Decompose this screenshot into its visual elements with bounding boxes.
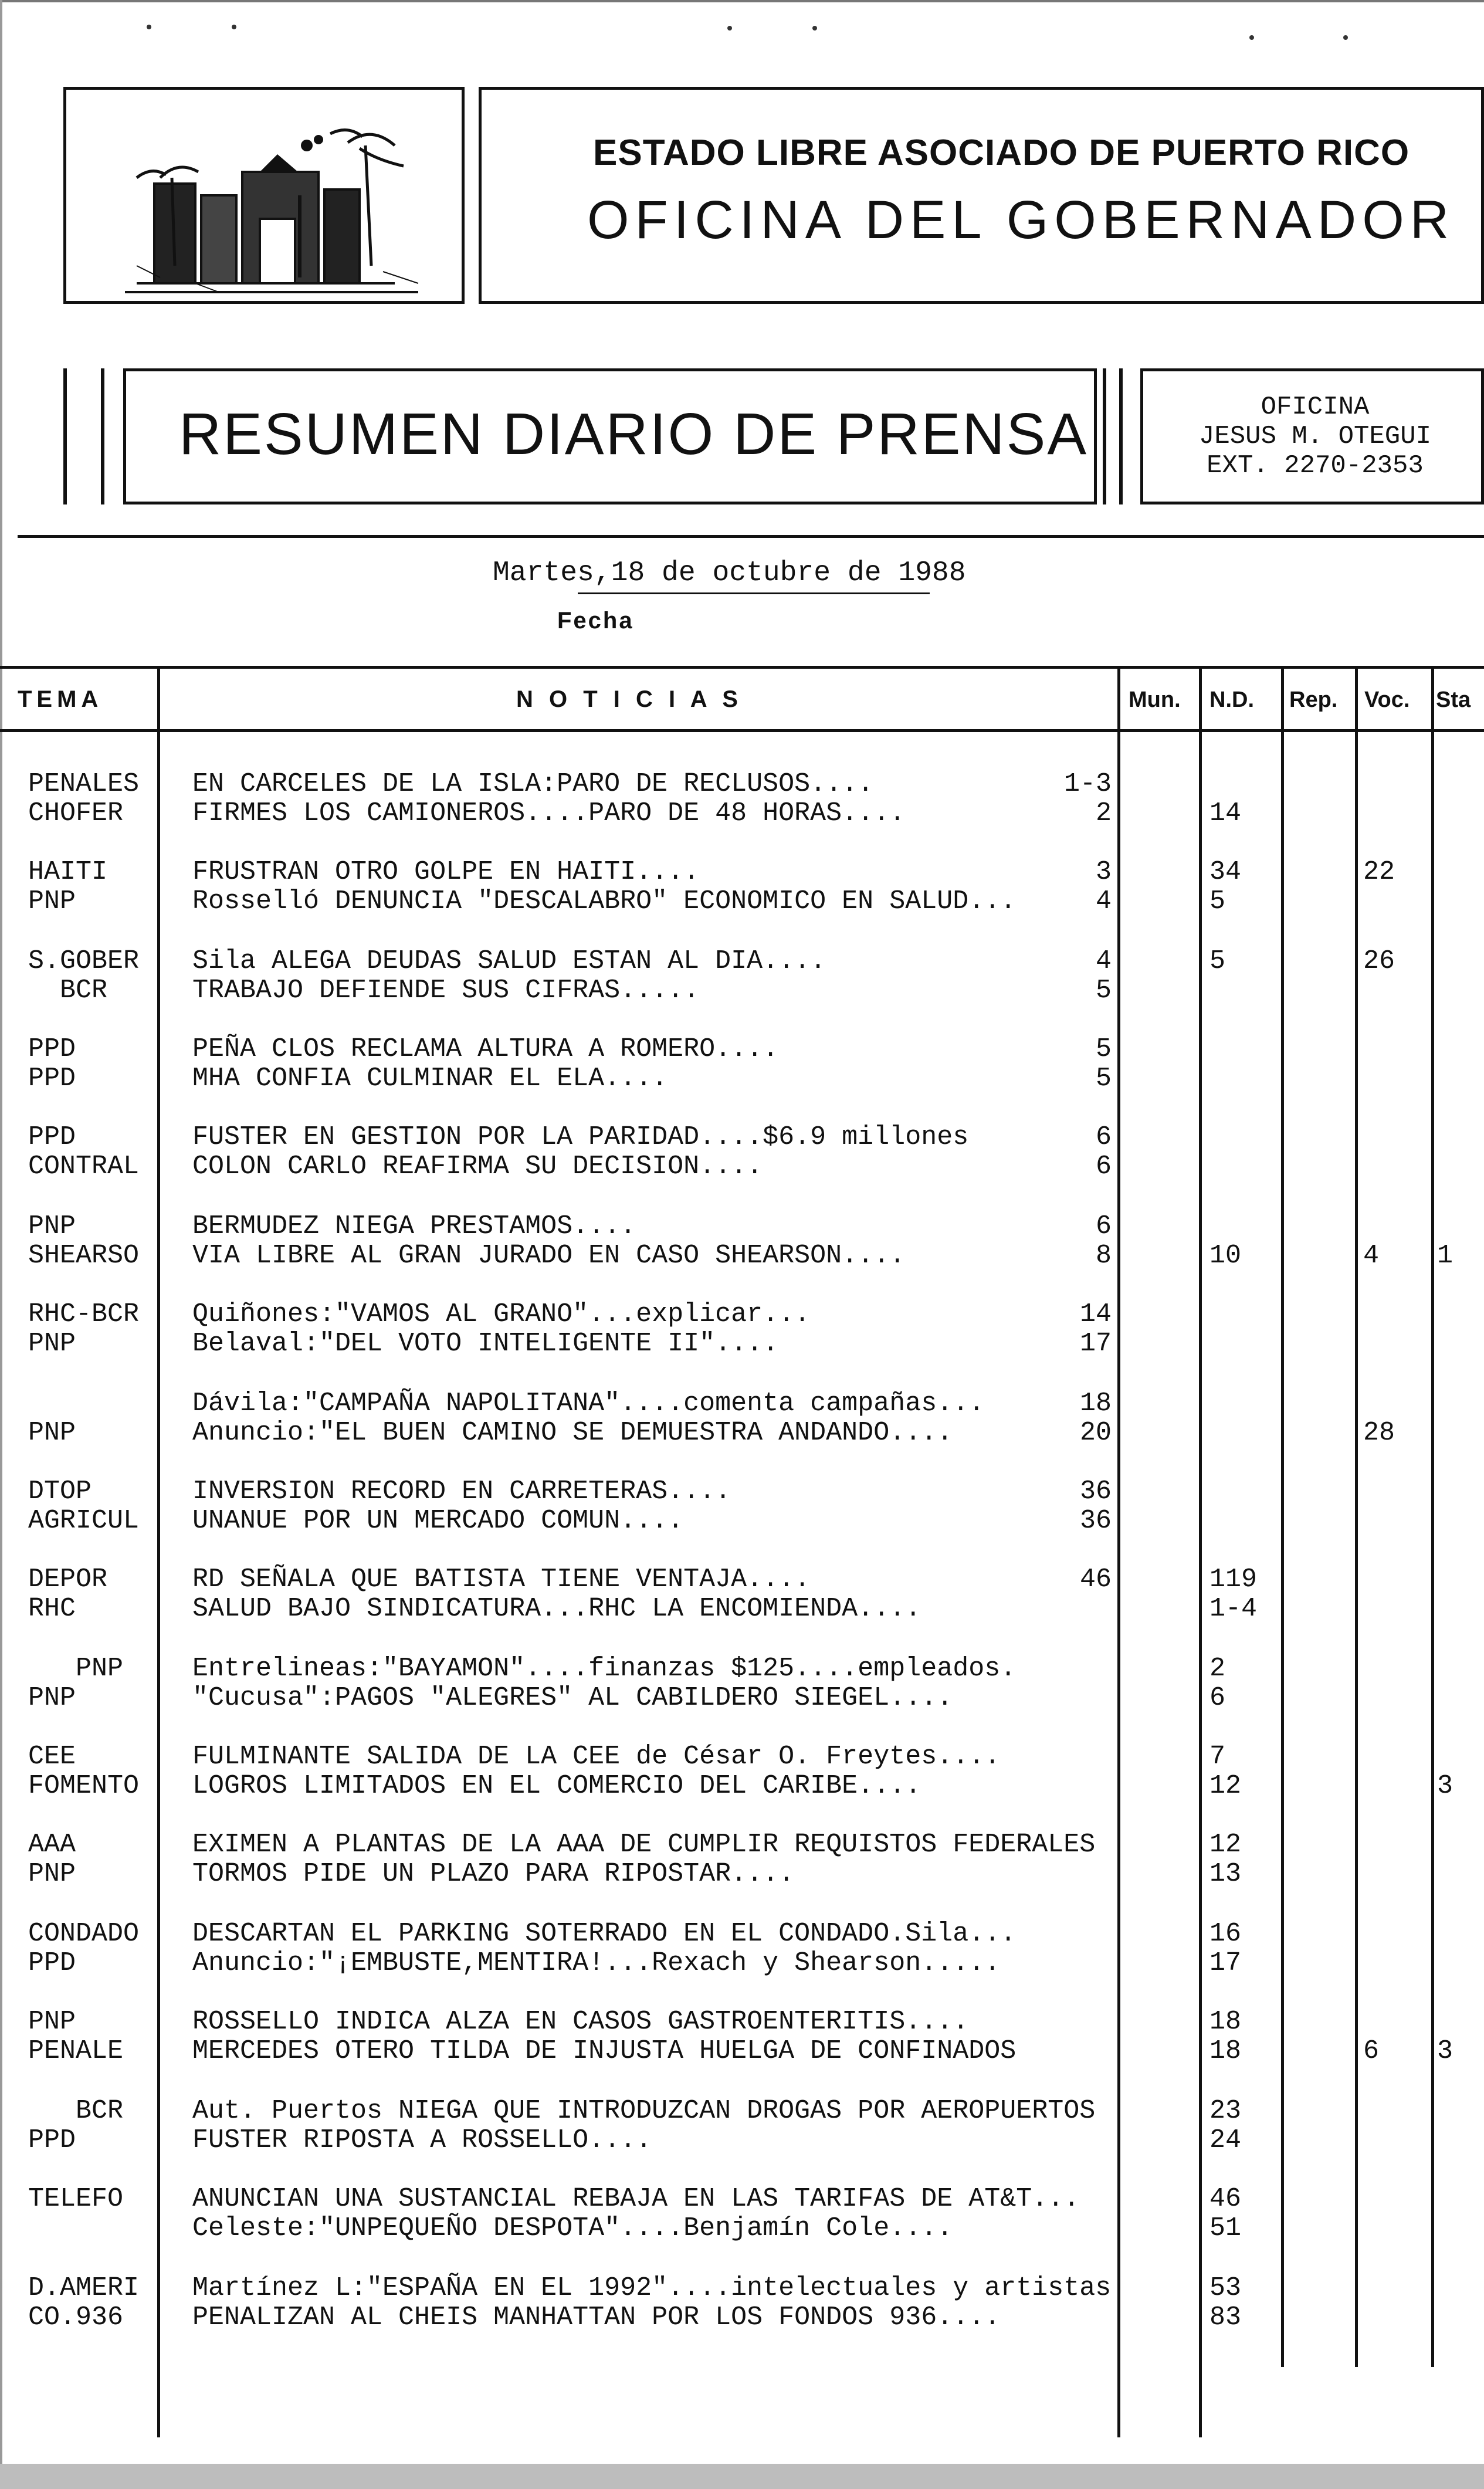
row-mun: 1-3	[1063, 769, 1112, 799]
column-header-tema: TEMA	[18, 686, 103, 712]
row-mun: 46	[1079, 1564, 1112, 1594]
row-noticia: TRABAJO DEFIENDE SUS CIFRAS.....	[192, 976, 700, 1005]
column-header-mun: Mun.	[1129, 688, 1181, 712]
row-star: 3	[1437, 2036, 1453, 2066]
row-star: 1	[1437, 1241, 1453, 1271]
contact-office: OFICINA	[1261, 392, 1370, 422]
row-nd: 24	[1209, 2125, 1242, 2155]
row-mun: 20	[1079, 1418, 1112, 1448]
row-tema: PPD	[28, 1034, 76, 1064]
report-date: Martes,18 de octubre de 1988	[493, 557, 966, 589]
row-noticia: Aut. Puertos NIEGA QUE INTRODUZCAN DROGAS POR AEROPUERTOS	[192, 2096, 1096, 2126]
row-tema: TELEFO	[28, 2184, 124, 2214]
office-name: OFICINA DEL GOBERNADOR	[587, 190, 1455, 250]
row-noticia: EN CARCELES DE LA ISLA:PARO DE RECLUSOS....	[192, 769, 874, 799]
row-mun: 14	[1079, 1299, 1112, 1329]
row-noticia: Anuncio:"EL BUEN CAMINO SE DEMUESTRA ANDANDO....	[192, 1418, 953, 1448]
contact-name: JESUS M. OTEGUI	[1198, 422, 1432, 451]
row-noticia: FIRMES LOS CAMIONEROS....PARO DE 48 HORAS....	[192, 798, 906, 828]
row-tema: CEE	[28, 1742, 76, 1772]
row-mun: 5	[1095, 1034, 1112, 1064]
row-mun: 17	[1079, 1329, 1112, 1359]
row-mun: 6	[1095, 1211, 1112, 1241]
row-noticia: Entrelineas:"BAYAMON"....finanzas $125....empleados.	[192, 1654, 1017, 1684]
row-noticia: EXIMEN A PLANTAS DE LA AAA DE CUMPLIR REQUISTOS FEDERALES	[192, 1830, 1096, 1860]
row-tema: CONDADO	[28, 1919, 140, 1949]
row-nd: 1-4	[1209, 1594, 1258, 1624]
row-tema: PPD	[28, 1948, 76, 1978]
row-noticia: SALUD BAJO SINDICATURA...RHC LA ENCOMIENDA....	[192, 1594, 921, 1624]
row-noticia: VIA LIBRE AL GRAN JURADO EN CASO SHEARSON....	[192, 1241, 906, 1271]
row-noticia: MERCEDES OTERO TILDA DE INJUSTA HUELGA DE CONFINADOS	[192, 2036, 1017, 2066]
column-header-noticias: N O T I C I A S	[516, 686, 743, 712]
row-noticia: RD SEÑALA QUE BATISTA TIENE VENTAJA....	[192, 1564, 811, 1594]
row-mun: 8	[1095, 1241, 1112, 1271]
row-tema: RHC-BCR	[28, 1299, 140, 1329]
row-tema: DEPOR	[28, 1564, 108, 1594]
row-noticia: COLON CARLO REAFIRMA SU DECISION....	[192, 1152, 763, 1181]
row-tema: PPD	[28, 2125, 76, 2155]
row-star: 3	[1437, 1771, 1453, 1801]
row-voc: 22	[1363, 857, 1395, 887]
row-tema: PNP	[28, 1683, 76, 1713]
row-mun: 36	[1079, 1506, 1112, 1536]
row-voc: 6	[1363, 2036, 1380, 2066]
row-tema: DTOP	[28, 1477, 92, 1506]
row-mun: 36	[1079, 1477, 1112, 1506]
row-nd: 14	[1209, 798, 1242, 828]
row-noticia: LOGROS LIMITADOS EN EL COMERCIO DEL CARIBE....	[192, 1771, 921, 1801]
row-tema: RHC	[28, 1594, 76, 1624]
row-mun: 5	[1095, 1064, 1112, 1093]
row-noticia: INVERSION RECORD EN CARRETERAS....	[192, 1477, 731, 1506]
row-noticia: PENALIZAN AL CHEIS MANHATTAN POR LOS FONDOS 936....	[192, 2302, 1001, 2332]
row-tema: S.GOBER	[28, 946, 140, 976]
row-nd: 6	[1209, 1683, 1226, 1713]
row-noticia: ROSSELLO INDICA ALZA EN CASOS GASTROENTERITIS....	[192, 2007, 969, 2037]
row-noticia: MHA CONFIA CULMINAR EL ELA....	[192, 1064, 668, 1093]
row-tema: HAITI	[28, 857, 108, 887]
row-nd: 53	[1209, 2273, 1242, 2303]
row-mun: 6	[1095, 1152, 1112, 1181]
row-nd: 51	[1209, 2213, 1242, 2243]
row-mun: 2	[1095, 798, 1112, 828]
row-tema: PNP	[28, 1418, 76, 1448]
row-mun: 3	[1095, 857, 1112, 887]
row-nd: 16	[1209, 1919, 1242, 1949]
row-tema: PNP	[28, 1211, 76, 1241]
row-tema: PNP	[28, 1654, 124, 1684]
row-nd: 13	[1209, 1859, 1242, 1889]
row-tema: PNP	[28, 1859, 76, 1889]
row-noticia: Celeste:"UNPEQUEÑO DESPOTA"....Benjamín Cole....	[192, 2213, 953, 2243]
row-noticia: DESCARTAN EL PARKING SOTERRADO EN EL CONDADO.Sila...	[192, 1919, 1017, 1949]
row-nd: 34	[1209, 857, 1242, 887]
state-name: ESTADO LIBRE ASOCIADO DE PUERTO RICO	[593, 133, 1410, 173]
row-noticia: Quiñones:"VAMOS AL GRANO"...explicar...	[192, 1299, 811, 1329]
row-tema: BCR	[28, 976, 108, 1005]
row-noticia: PEÑA CLOS RECLAMA ALTURA A ROMERO....	[192, 1034, 779, 1064]
row-noticia: FULMINANTE SALIDA DE LA CEE de César O. Freytes....	[192, 1742, 1001, 1772]
row-nd: 5	[1209, 946, 1226, 976]
row-tema: FOMENTO	[28, 1771, 140, 1801]
row-mun: 6	[1095, 1122, 1112, 1152]
row-noticia: TORMOS PIDE UN PLAZO PARA RIPOSTAR....	[192, 1859, 795, 1889]
row-noticia: BERMUDEZ NIEGA PRESTAMOS....	[192, 1211, 636, 1241]
row-nd: 46	[1209, 2184, 1242, 2214]
row-mun: 5	[1095, 976, 1112, 1005]
row-tema: CONTRAL	[28, 1152, 140, 1181]
row-noticia: FUSTER EN GESTION POR LA PARIDAD....$6.9 millones	[192, 1122, 969, 1152]
row-nd: 18	[1209, 2007, 1242, 2037]
row-voc: 26	[1363, 946, 1395, 976]
column-header-voc: Voc.	[1364, 688, 1410, 712]
row-nd: 2	[1209, 1654, 1226, 1684]
row-voc: 4	[1363, 1241, 1380, 1271]
row-noticia: FUSTER RIPOSTA A ROSSELLO....	[192, 2125, 652, 2155]
row-tema: PENALE	[28, 2036, 124, 2066]
row-tema: SHEARSO	[28, 1241, 140, 1271]
date-label: Fecha	[557, 608, 634, 634]
row-nd: 12	[1209, 1830, 1242, 1860]
column-header-nd: N.D.	[1209, 688, 1254, 712]
row-noticia: ANUNCIAN UNA SUSTANCIAL REBAJA EN LAS TARIFAS DE AT&T...	[192, 2184, 1080, 2214]
row-tema: AAA	[28, 1830, 76, 1860]
column-header-star: Sta	[1436, 688, 1471, 712]
row-tema: PNP	[28, 886, 76, 916]
row-nd: 83	[1209, 2302, 1242, 2332]
row-tema: D.AMERI	[28, 2273, 140, 2303]
row-mun: 4	[1095, 886, 1112, 916]
row-nd: 119	[1209, 1564, 1258, 1594]
row-tema: PENALES	[28, 769, 140, 799]
row-tema: PNP	[28, 1329, 76, 1359]
column-header-rep: Rep.	[1289, 688, 1338, 712]
row-nd: 23	[1209, 2096, 1242, 2126]
bulletin-title: RESUMEN DIARIO DE PRENSA	[179, 401, 1089, 467]
row-noticia: "Cucusa":PAGOS "ALEGRES" AL CABILDERO SIEGEL....	[192, 1683, 953, 1713]
row-nd: 12	[1209, 1771, 1242, 1801]
row-noticia: Anuncio:"¡EMBUSTE,MENTIRA!...Rexach y Shearson.....	[192, 1948, 1001, 1978]
row-mun: 4	[1095, 946, 1112, 976]
row-tema: CO.936	[28, 2302, 124, 2332]
row-nd: 7	[1209, 1742, 1226, 1772]
row-tema: CHOFER	[28, 798, 124, 828]
row-noticia: Martínez L:"ESPAÑA EN EL 1992"....intelectuales y artistas	[192, 2273, 1112, 2303]
row-nd: 5	[1209, 886, 1226, 916]
row-voc: 28	[1363, 1418, 1395, 1448]
contact-extension: EXT. 2270-2353	[1207, 451, 1424, 480]
row-noticia: FRUSTRAN OTRO GOLPE EN HAITI....	[192, 857, 700, 887]
row-nd: 18	[1209, 2036, 1242, 2066]
row-nd: 10	[1209, 1241, 1242, 1271]
row-tema: PNP	[28, 2007, 76, 2037]
row-noticia: Sila ALEGA DEUDAS SALUD ESTAN AL DIA....	[192, 946, 826, 976]
row-noticia: UNANUE POR UN MERCADO COMUN....	[192, 1506, 684, 1536]
row-noticia: Dávila:"CAMPAÑA NAPOLITANA"....comenta campañas...	[192, 1389, 985, 1418]
row-mun: 18	[1079, 1389, 1112, 1418]
row-tema: PPD	[28, 1064, 76, 1093]
row-noticia: Belaval:"DEL VOTO INTELIGENTE II"....	[192, 1329, 779, 1359]
row-noticia: Rosselló DENUNCIA "DESCALABRO" ECONOMICO EN SALUD...	[192, 886, 1017, 916]
row-tema: PPD	[28, 1122, 76, 1152]
row-tema: AGRICUL	[28, 1506, 140, 1536]
row-nd: 17	[1209, 1948, 1242, 1978]
row-tema: BCR	[28, 2096, 124, 2126]
